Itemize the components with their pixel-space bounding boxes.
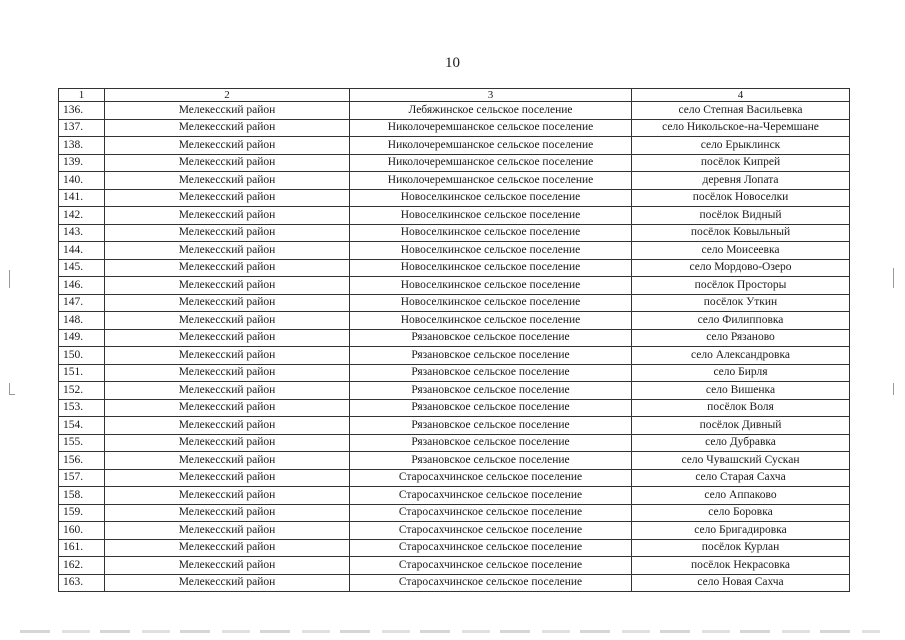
district-cell: Мелекесский район xyxy=(105,277,350,295)
settlement-cell: Новоселкинское сельское поселение xyxy=(350,277,632,295)
table-row xyxy=(59,259,850,277)
settlement-cell: Новоселкинское сельское поселение xyxy=(350,224,632,242)
table-body xyxy=(59,102,850,592)
row-number: 136. xyxy=(59,102,105,120)
locality-cell: село Мордово-Озеро xyxy=(632,259,850,277)
row-number: 152. xyxy=(59,382,105,400)
locality-cell: село Моисеевка xyxy=(632,242,850,260)
locality-cell: село Ерыклинск xyxy=(632,137,850,155)
district-cell: Мелекесский район xyxy=(105,347,350,365)
table-row xyxy=(59,382,850,400)
settlement-cell: Рязановское сельское поселение xyxy=(350,399,632,417)
district-cell: Мелекесский район xyxy=(105,329,350,347)
scan-mark-right-top xyxy=(893,268,894,288)
settlement-cell: Новоселкинское сельское поселение xyxy=(350,207,632,225)
scan-mark-left-top xyxy=(9,270,10,288)
settlement-cell: Старосахчинское сельское поселение xyxy=(350,504,632,522)
locality-cell: село Рязаново xyxy=(632,329,850,347)
scan-mark-right-bottom xyxy=(893,383,894,395)
table-row xyxy=(59,557,850,575)
locality-cell: село Вишенка xyxy=(632,382,850,400)
table-row xyxy=(59,469,850,487)
column-header-district: 2 xyxy=(105,89,350,102)
settlement-cell: Рязановское сельское поселение xyxy=(350,417,632,435)
row-number: 161. xyxy=(59,539,105,557)
table-row xyxy=(59,522,850,540)
settlement-cell: Новоселкинское сельское поселение xyxy=(350,259,632,277)
row-number: 141. xyxy=(59,189,105,207)
district-cell: Мелекесский район xyxy=(105,259,350,277)
locality-cell: посёлок Кипрей xyxy=(632,154,850,172)
settlement-cell: Рязановское сельское поселение xyxy=(350,452,632,470)
district-cell: Мелекесский район xyxy=(105,557,350,575)
locality-cell: село Чувашский Сускан xyxy=(632,452,850,470)
locality-cell: село Филипповка xyxy=(632,312,850,330)
locality-cell: село Бирля xyxy=(632,364,850,382)
locality-cell: село Дубравка xyxy=(632,434,850,452)
table-row xyxy=(59,102,850,120)
table-row xyxy=(59,539,850,557)
page-number: 10 xyxy=(445,55,460,71)
locality-cell: посёлок Воля xyxy=(632,399,850,417)
table-row xyxy=(59,329,850,347)
locality-cell: посёлок Некрасовка xyxy=(632,557,850,575)
district-cell: Мелекесский район xyxy=(105,137,350,155)
table-row xyxy=(59,224,850,242)
table-row xyxy=(59,487,850,505)
row-number: 144. xyxy=(59,242,105,260)
row-number: 145. xyxy=(59,259,105,277)
locality-cell: село Никольское-на-Черемшане xyxy=(632,119,850,137)
settlement-cell: Старосахчинское сельское поселение xyxy=(350,522,632,540)
table-row xyxy=(59,364,850,382)
locality-cell: посёлок Уткин xyxy=(632,294,850,312)
locality-cell: деревня Лопата xyxy=(632,172,850,190)
district-cell: Мелекесский район xyxy=(105,224,350,242)
settlement-cell: Рязановское сельское поселение xyxy=(350,382,632,400)
district-cell: Мелекесский район xyxy=(105,452,350,470)
district-cell: Мелекесский район xyxy=(105,102,350,120)
settlement-cell: Рязановское сельское поселение xyxy=(350,347,632,365)
district-cell: Мелекесский район xyxy=(105,154,350,172)
row-number: 146. xyxy=(59,277,105,295)
table-row xyxy=(59,347,850,365)
row-number: 155. xyxy=(59,434,105,452)
locality-cell: посёлок Новоселки xyxy=(632,189,850,207)
row-number: 143. xyxy=(59,224,105,242)
district-cell: Мелекесский район xyxy=(105,207,350,225)
locality-cell: село Аппаково xyxy=(632,487,850,505)
row-number: 150. xyxy=(59,347,105,365)
settlement-cell: Новоселкинское сельское поселение xyxy=(350,242,632,260)
column-header-number: 1 xyxy=(59,89,105,102)
district-cell: Мелекесский район xyxy=(105,539,350,557)
settlement-cell: Старосахчинское сельское поселение xyxy=(350,469,632,487)
row-number: 159. xyxy=(59,504,105,522)
row-number: 156. xyxy=(59,452,105,470)
locality-cell: село Александровка xyxy=(632,347,850,365)
row-number: 137. xyxy=(59,119,105,137)
locality-cell: посёлок Курлан xyxy=(632,539,850,557)
locality-cell: посёлок Дивный xyxy=(632,417,850,435)
table-row xyxy=(59,312,850,330)
table-header-row xyxy=(59,89,850,102)
row-number: 160. xyxy=(59,522,105,540)
district-cell: Мелекесский район xyxy=(105,172,350,190)
row-number: 140. xyxy=(59,172,105,190)
table-row xyxy=(59,242,850,260)
district-cell: Мелекесский район xyxy=(105,242,350,260)
row-number: 154. xyxy=(59,417,105,435)
table-row xyxy=(59,154,850,172)
table-row xyxy=(59,417,850,435)
table-row xyxy=(59,137,850,155)
settlement-cell: Николочеремшанское сельское поселение xyxy=(350,137,632,155)
settlement-cell: Новоселкинское сельское поселение xyxy=(350,312,632,330)
locality-cell: село Бригадировка xyxy=(632,522,850,540)
locality-cell: посёлок Видный xyxy=(632,207,850,225)
row-number: 148. xyxy=(59,312,105,330)
district-cell: Мелекесский район xyxy=(105,382,350,400)
settlement-cell: Рязановское сельское поселение xyxy=(350,329,632,347)
district-cell: Мелекесский район xyxy=(105,189,350,207)
scan-edge-bottom xyxy=(20,630,880,633)
table-row xyxy=(59,207,850,225)
table-row xyxy=(59,189,850,207)
settlement-cell: Старосахчинское сельское поселение xyxy=(350,574,632,592)
district-cell: Мелекесский район xyxy=(105,119,350,137)
district-cell: Мелекесский район xyxy=(105,399,350,417)
table-row xyxy=(59,504,850,522)
district-cell: Мелекесский район xyxy=(105,417,350,435)
district-cell: Мелекесский район xyxy=(105,504,350,522)
locality-cell: село Степная Васильевка xyxy=(632,102,850,120)
settlements-table xyxy=(58,88,850,592)
district-cell: Мелекесский район xyxy=(105,469,350,487)
settlement-cell: Старосахчинское сельское поселение xyxy=(350,487,632,505)
row-number: 149. xyxy=(59,329,105,347)
locality-cell: посёлок Просторы xyxy=(632,277,850,295)
scan-mark-left-tick xyxy=(9,394,15,395)
settlement-cell: Николочеремшанское сельское поселение xyxy=(350,154,632,172)
row-number: 163. xyxy=(59,574,105,592)
row-number: 153. xyxy=(59,399,105,417)
locality-cell: село Новая Сахча xyxy=(632,574,850,592)
settlement-cell: Николочеремшанское сельское поселение xyxy=(350,172,632,190)
settlement-cell: Рязановское сельское поселение xyxy=(350,434,632,452)
table-row xyxy=(59,277,850,295)
settlement-cell: Николочеремшанское сельское поселение xyxy=(350,119,632,137)
row-number: 142. xyxy=(59,207,105,225)
settlement-cell: Новоселкинское сельское поселение xyxy=(350,189,632,207)
settlement-cell: Лебяжинское сельское поселение xyxy=(350,102,632,120)
row-number: 157. xyxy=(59,469,105,487)
table-row xyxy=(59,294,850,312)
district-cell: Мелекесский район xyxy=(105,574,350,592)
district-cell: Мелекесский район xyxy=(105,294,350,312)
row-number: 139. xyxy=(59,154,105,172)
row-number: 158. xyxy=(59,487,105,505)
table-row xyxy=(59,172,850,190)
table-row xyxy=(59,119,850,137)
settlement-cell: Рязановское сельское поселение xyxy=(350,364,632,382)
table-row xyxy=(59,574,850,592)
settlement-cell: Новоселкинское сельское поселение xyxy=(350,294,632,312)
table-row xyxy=(59,452,850,470)
row-number: 151. xyxy=(59,364,105,382)
locality-cell: село Старая Сахча xyxy=(632,469,850,487)
column-header-settlement: 3 xyxy=(350,89,632,102)
table-row xyxy=(59,434,850,452)
settlement-cell: Старосахчинское сельское поселение xyxy=(350,557,632,575)
row-number: 162. xyxy=(59,557,105,575)
district-cell: Мелекесский район xyxy=(105,434,350,452)
row-number: 147. xyxy=(59,294,105,312)
district-cell: Мелекесский район xyxy=(105,522,350,540)
district-cell: Мелекесский район xyxy=(105,487,350,505)
locality-cell: посёлок Ковыльный xyxy=(632,224,850,242)
locality-cell: село Боровка xyxy=(632,504,850,522)
column-header-locality: 4 xyxy=(632,89,850,102)
table-row xyxy=(59,399,850,417)
row-number: 138. xyxy=(59,137,105,155)
district-cell: Мелекесский район xyxy=(105,312,350,330)
settlement-cell: Старосахчинское сельское поселение xyxy=(350,539,632,557)
district-cell: Мелекесский район xyxy=(105,364,350,382)
